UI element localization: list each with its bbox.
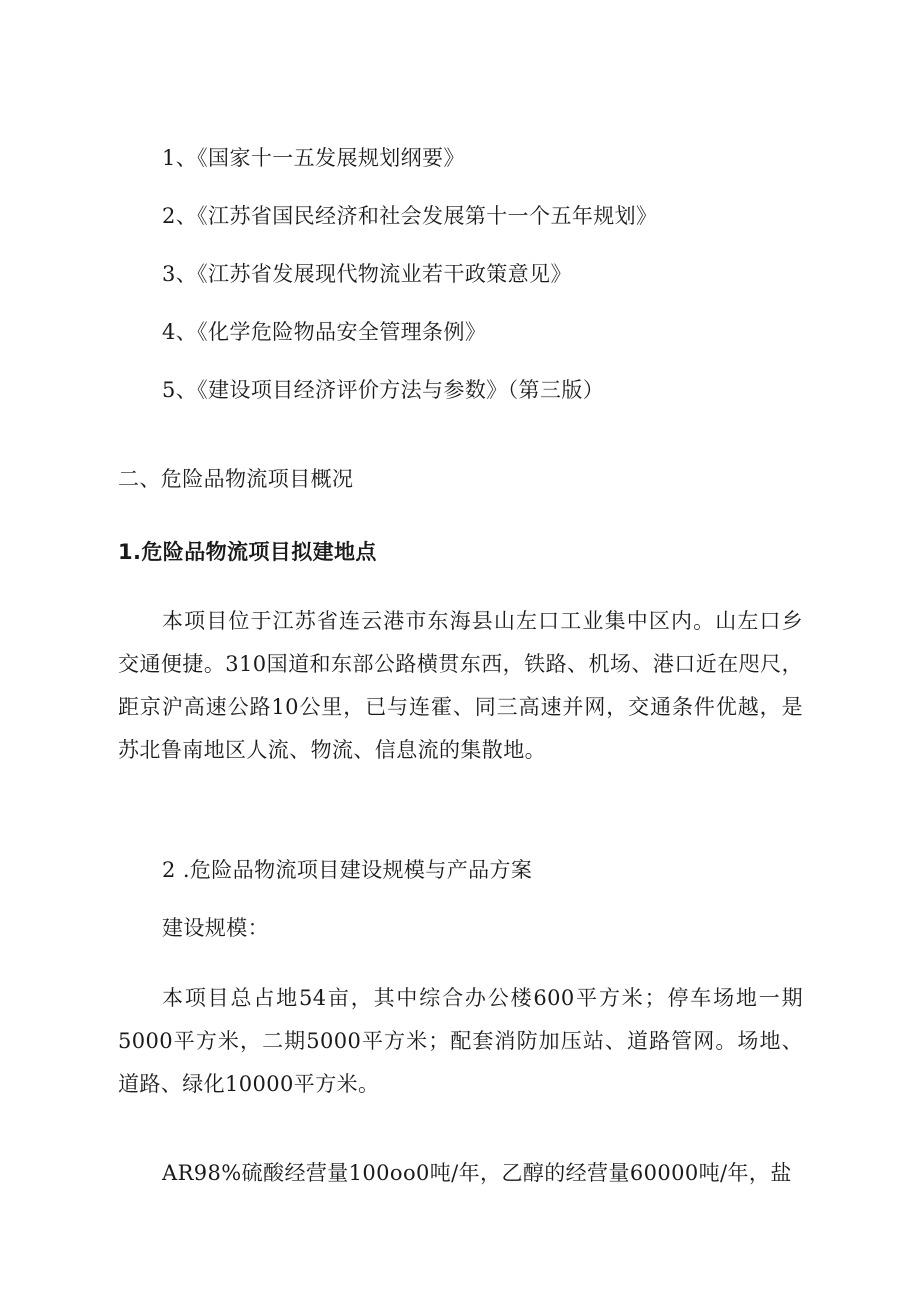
reference-item-5: 5、《建设项目经济评价方法与参数》（第三版） <box>162 378 605 402</box>
subsection-2-title: 2 .危险品物流项目建设规模与产品方案 <box>162 858 533 882</box>
product-paragraph: AR98%硫酸经营量100oo0吨/年，乙醇的经营量60000吨/年，盐 <box>162 1161 792 1185</box>
section-title: 二、危险品物流项目概况 <box>118 467 354 491</box>
reference-item-2: 2、《江苏省国民经济和社会发展第十一个五年规划》 <box>162 204 658 228</box>
scale-label: 建设规模： <box>162 916 269 940</box>
reference-item-4: 4、《化学危险物品安全管理条例》 <box>162 320 487 344</box>
scale-paragraph: 本项目总占地54亩，其中综合办公楼600平方米；停车场地一期5000平方米，二期5000平方米；配套消防加压站、道路管网。场地、道路、绿化10000平方米。 <box>118 986 803 1096</box>
reference-item-3: 3、《江苏省发展现代物流业若干政策意见》 <box>162 262 572 286</box>
location-paragraph: 本项目位于江苏省连云港市东海县山左口工业集中区内。山左口乡交通便捷。310国道和东部公路横贯东西，铁路、机场、港口近在咫尺，距京沪高速公路10公里，已与连霍、同三高速并网，交通条件优越，是苏北鲁南地区人流、物流、信息流的集散地。 <box>118 609 803 762</box>
reference-item-1: 1、《国家十一五发展规划纲要》 <box>162 146 465 170</box>
subsection-1-title: 1.危险品物流项目拟建地点 <box>118 540 377 564</box>
